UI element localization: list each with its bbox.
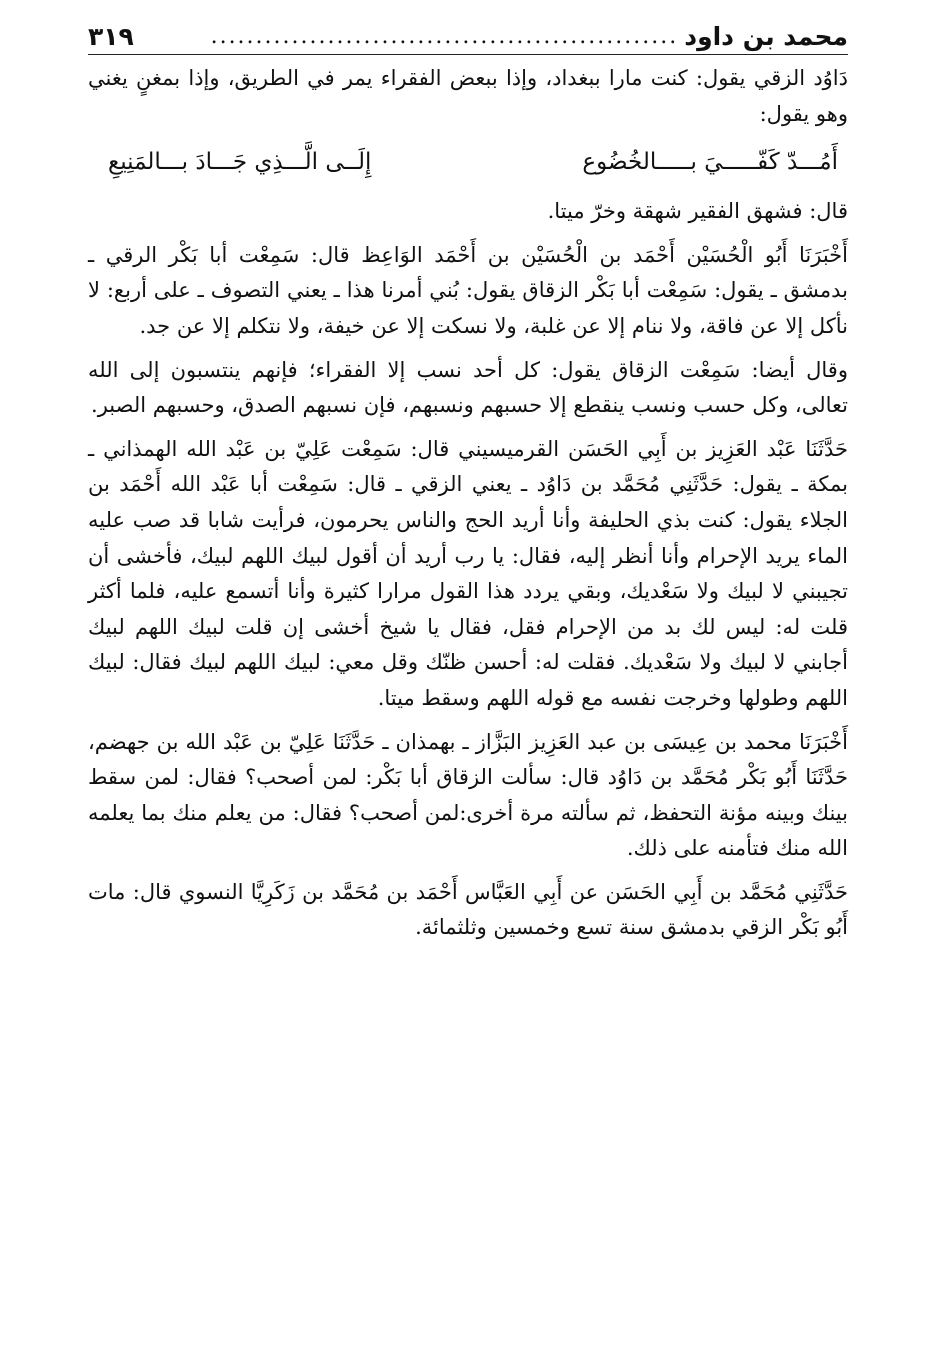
paragraph-lineage: وقال أيضا: سَمِعْت الزقاق يقول: كل أحد نسب إلا الفقراء؛ فإنهم ينتسبون إلى الله تعالى، وكل حسب ونسب ينقطع إلا حسبهم ونسبهم، فإن نسبهم الصدق، وحسبهم الصبر.: [88, 357, 848, 418]
running-header: [88, 10, 848, 55]
header-leader-dots: ....................................................: [210, 24, 679, 49]
page-body: [88, 61, 848, 946]
paragraph-death-date: حَدَّثَنِي مُحَمَّد بن أَبِي الحَسَن عن أَبِي العَبَّاس أَحْمَد بن مُحَمَّد بن زَكَرِيَّا النسوي قال: مات أَبُو بَكْر الزقي بدمشق سنة تسع وخمسين وثلثمائة.: [88, 879, 848, 940]
paragraph-intro: دَاوُد الزقي يقول: كنت مارا ببغداد، وإذا ببعض الفقراء يمر في الطريق، وإذا بمغنٍ يغني وهو يقول:: [88, 66, 848, 126]
paragraph-companionship: أَخْبَرَنَا محمد بن عِيسَى بن عبد العَزِيز البَزَّاز ـ بهمذان ـ حَدَّثَنَا عَلِيّ بن عَبْد الله بن جهضم، حَدَّثَنَا أَبُو بَكْر مُحَمَّد بن دَاوُد قال: سألت الزقاق أبا بَكْر: لمن أصحب؟ فقال: لمن سقط بينك وبينه مؤنة التحفظ، ثم سألته مرة أخرى:لمن أصحب؟ فقال: من يعلم منك بما يعلمه الله منك فتأمنه على ذلك.: [88, 729, 848, 861]
paragraph-four-rules: أَخْبَرَنَا أَبُو الْحُسَيْن أَحْمَد بن الْحُسَيْن بن أَحْمَد الوَاعِظ قال: سَمِعْت أبا بَكْر الرقي ـ بدمشق ـ يقول: سَمِعْت أبا بَكْر الزقاق يقول: بُني أمرنا هذا ـ يعني التصوف ـ على أربع: لا نأكل إلا عن فاقة، ولا ننام إلا عن غلبة، ولا نسكت إلا عن خيفة، ولا نتكلم إلا عن جد.: [88, 242, 848, 338]
paragraph-verse-outcome: قال: فشهق الفقير شهقة وخرّ ميتا.: [547, 199, 848, 224]
paragraph-talbiya-story: حَدَّثَنَا عَبْد العَزِيز بن أَبِي الحَسَن القرميسيني قال: سَمِعْت عَلِيّ بن عَبْد الله الهمذاني ـ بمكة ـ يقول: حَدَّثَنِي مُحَمَّد بن دَاوُد ـ يعني الزقي ـ قال: سَمِعْت أبا عَبْد الله أَحْمَد بن الجلاء يقول: كنت بذي الحليفة وأنا أريد الحج والناس يحرمون، فرأيت شابا قد صب عليه الماء يريد الإحرام وأنا أنظر إليه، فقال: يا رب أريد أن أقول لبيك اللهم لبيك، فأخشى أن تجيبني لا لبيك ولا سَعْديك، وبقي يردد هذا القول مرارا كثيرة وأنا أتسمع عليه، فلما أكثر قلت له: ليس لك بد من الإحرام فقل، فقال يا شيخ أخشى إن قلت لبيك اللهم لبيك أجابني لا لبيك ولا سَعْديك. فقلت له: أحسن ظنّك وقل معي: لبيك اللهم لبيك فقال: لبيك اللهم وطولها وخرجت نفسه مع قوله اللهم وسقط ميتا.: [88, 436, 848, 710]
poem-verse: [88, 142, 848, 182]
verse-first-hemistich: أَمُـــدّ كَفّـــــيَ بـــــالخُضُوع: [582, 149, 838, 176]
book-page: [88, 10, 848, 1350]
header-title: محمد بن داود: [684, 22, 848, 51]
verse-second-hemistich: إِلَــى الَّـــذِي جَـــادَ بـــالمَنِيعِ: [108, 149, 372, 176]
page-number: ٣١٩: [88, 22, 134, 51]
